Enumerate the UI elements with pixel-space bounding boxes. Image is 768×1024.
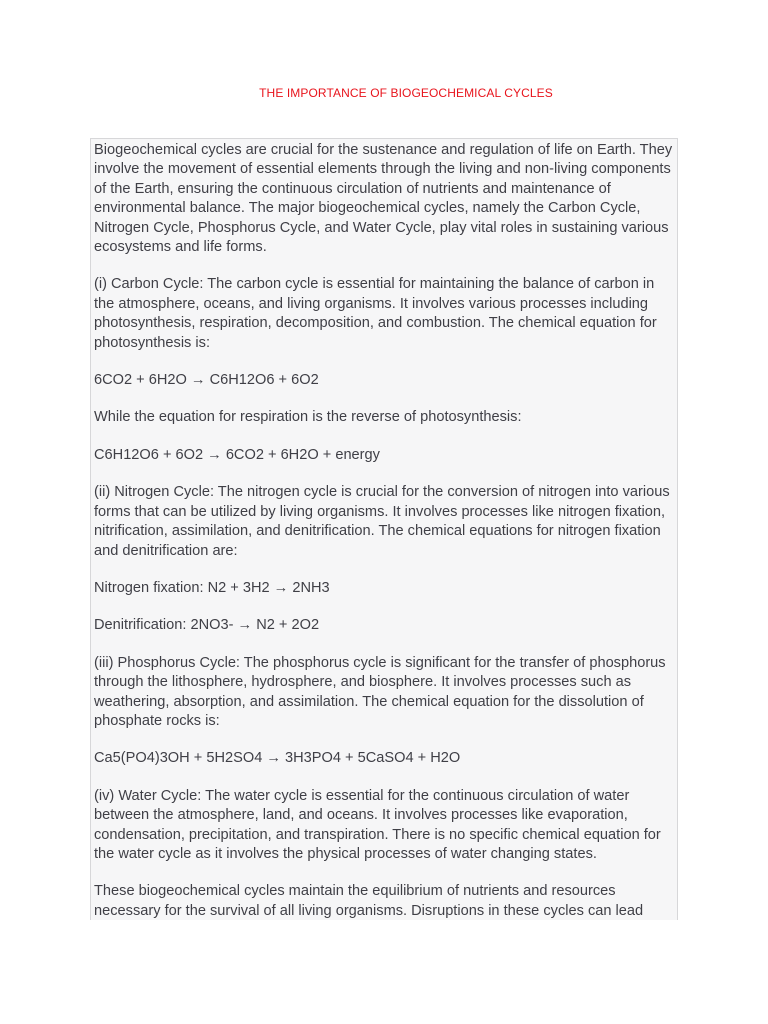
equation-denitrification: Denitrification: 2NO3- → N2 + 2O2 — [94, 617, 320, 634]
paragraph-water-cycle: (iv) Water Cycle: The water cycle is essential for the continuous circulation of water between the atmosphere, land, and oceans. It involves processes like evaporation, condensation, precipitation, and transpiration. There is no specific chemical equation for the water cycle as it involves the physical processes of water changing states. — [94, 787, 661, 862]
equation-photosynthesis: 6CO2 + 6H2O → C6H12O6 + 6O2 — [94, 372, 319, 389]
document-title: THE IMPORTANCE OF BIOGEOCHEMICAL CYCLES — [259, 86, 553, 100]
paragraph-respiration-intro: While the equation for respiration is the reverse of photosynthesis: — [94, 409, 522, 426]
text-box — [90, 138, 678, 920]
paragraph-intro: Biogeochemical cycles are crucial for the sustenance and regulation of life on Earth. They involve the movement of essential elements through the living and non-living components of the Earth, ensuring the continuous circulation of nutrients and maintenance of environmental balance. The major biogeochemical cycles, namely the Carbon Cycle, Nitrogen Cycle, Phosphorus Cycle, and Water Cycle, play vital roles in sustaining various ecosystems and life forms. — [94, 142, 673, 256]
equation-respiration: C6H12O6 + 6O2 → 6CO2 + 6H2O + energy — [94, 446, 380, 463]
equation-nitrogen-fixation: Nitrogen fixation: N2 + 3H2 → 2NH3 — [94, 579, 330, 596]
paragraph-phosphorus-cycle: (iii) Phosphorus Cycle: The phosphorus cycle is significant for the transfer of phosphorus through the lithosphere, hydrosphere, and biosphere. It involves processes such as weathering, absorption, and assimilation. The chemical equation for the dissolution of phosphate rocks is: — [94, 654, 666, 729]
paragraph-carbon-cycle: (i) Carbon Cycle: The carbon cycle is essential for maintaining the balance of carbon in the atmosphere, oceans, and living organisms. It involves various processes including photosynthesis, respiration, decomposition, and combustion. The chemical equation for photosynthesis is: — [94, 276, 657, 351]
paragraph-nitrogen-cycle: (ii) Nitrogen Cycle: The nitrogen cycle is crucial for the conversion of nitrogen into various forms that can be utilized by living organisms. It involves processes like nitrogen fixation, nitrification, assimilation, and denitrification. The chemical equations for nitrogen fixation and denitrification are: — [94, 484, 670, 559]
equation-phosphate-dissolution: Ca5(PO4)3OH + 5H2SO4 → 3H3PO4 + 5CaSO4 + H2O — [94, 750, 461, 767]
paragraph-conclusion: These biogeochemical cycles maintain the equilibrium of nutrients and resources necessary for the survival of all living organisms. Disruptions in these cycles can lead — [94, 883, 644, 919]
